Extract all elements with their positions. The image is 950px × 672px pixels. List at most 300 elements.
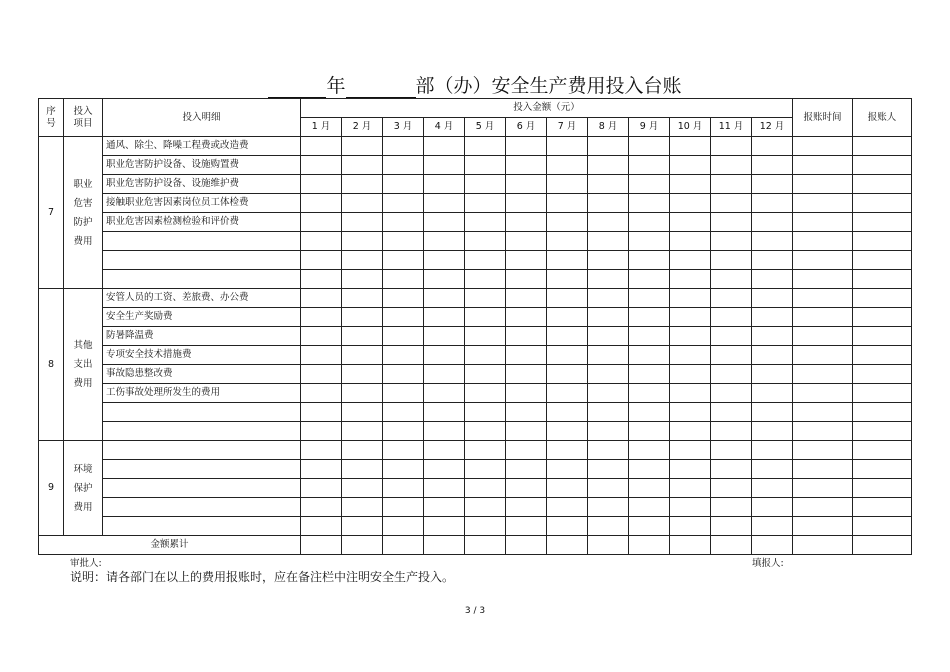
amount-cell[interactable] xyxy=(506,213,547,232)
amount-cell[interactable] xyxy=(383,194,424,213)
amount-cell[interactable] xyxy=(752,479,793,498)
amount-cell[interactable] xyxy=(629,194,670,213)
amount-cell[interactable] xyxy=(424,403,465,422)
amount-cell[interactable] xyxy=(588,308,629,327)
amount-cell[interactable] xyxy=(424,137,465,156)
amount-cell[interactable] xyxy=(383,156,424,175)
amount-cell[interactable] xyxy=(342,441,383,460)
amount-cell[interactable] xyxy=(853,137,912,156)
amount-cell[interactable] xyxy=(793,346,853,365)
amount-cell[interactable] xyxy=(793,270,853,289)
amount-cell[interactable] xyxy=(301,422,342,441)
amount-cell[interactable] xyxy=(383,422,424,441)
amount-cell[interactable] xyxy=(506,498,547,517)
amount-cell[interactable] xyxy=(547,137,588,156)
amount-cell[interactable] xyxy=(342,194,383,213)
amount-cell[interactable] xyxy=(301,156,342,175)
amount-cell[interactable] xyxy=(424,232,465,251)
amount-cell[interactable] xyxy=(465,327,506,346)
amount-cell[interactable] xyxy=(752,289,793,308)
amount-cell[interactable] xyxy=(752,156,793,175)
amount-cell[interactable] xyxy=(793,251,853,270)
amount-cell[interactable] xyxy=(793,479,853,498)
amount-cell[interactable] xyxy=(301,137,342,156)
amount-cell[interactable] xyxy=(629,422,670,441)
amount-cell[interactable] xyxy=(383,536,424,555)
amount-cell[interactable] xyxy=(853,517,912,536)
amount-cell[interactable] xyxy=(383,251,424,270)
amount-cell[interactable] xyxy=(342,517,383,536)
amount-cell[interactable] xyxy=(506,308,547,327)
amount-cell[interactable] xyxy=(383,346,424,365)
amount-cell[interactable] xyxy=(793,289,853,308)
amount-cell[interactable] xyxy=(301,403,342,422)
amount-cell[interactable] xyxy=(465,384,506,403)
amount-cell[interactable] xyxy=(711,460,752,479)
amount-cell[interactable] xyxy=(424,479,465,498)
amount-cell[interactable] xyxy=(588,498,629,517)
amount-cell[interactable] xyxy=(424,289,465,308)
amount-cell[interactable] xyxy=(547,498,588,517)
amount-cell[interactable] xyxy=(342,289,383,308)
amount-cell[interactable] xyxy=(629,384,670,403)
amount-cell[interactable] xyxy=(588,365,629,384)
amount-cell[interactable] xyxy=(670,137,711,156)
amount-cell[interactable] xyxy=(506,384,547,403)
amount-cell[interactable] xyxy=(465,498,506,517)
amount-cell[interactable] xyxy=(547,156,588,175)
amount-cell[interactable] xyxy=(588,137,629,156)
amount-cell[interactable] xyxy=(506,403,547,422)
amount-cell[interactable] xyxy=(752,517,793,536)
amount-cell[interactable] xyxy=(670,422,711,441)
amount-cell[interactable] xyxy=(301,365,342,384)
amount-cell[interactable] xyxy=(752,403,793,422)
amount-cell[interactable] xyxy=(752,327,793,346)
amount-cell[interactable] xyxy=(793,422,853,441)
amount-cell[interactable] xyxy=(752,232,793,251)
amount-cell[interactable] xyxy=(588,194,629,213)
amount-cell[interactable] xyxy=(301,441,342,460)
amount-cell[interactable] xyxy=(711,213,752,232)
amount-cell[interactable] xyxy=(424,213,465,232)
amount-cell[interactable] xyxy=(793,517,853,536)
amount-cell[interactable] xyxy=(342,232,383,251)
amount-cell[interactable] xyxy=(342,365,383,384)
amount-cell[interactable] xyxy=(670,289,711,308)
amount-cell[interactable] xyxy=(301,289,342,308)
amount-cell[interactable] xyxy=(853,479,912,498)
amount-cell[interactable] xyxy=(588,403,629,422)
amount-cell[interactable] xyxy=(629,156,670,175)
amount-cell[interactable] xyxy=(629,213,670,232)
amount-cell[interactable] xyxy=(711,289,752,308)
amount-cell[interactable] xyxy=(793,308,853,327)
amount-cell[interactable] xyxy=(342,460,383,479)
amount-cell[interactable] xyxy=(547,422,588,441)
amount-cell[interactable] xyxy=(465,479,506,498)
amount-cell[interactable] xyxy=(588,270,629,289)
amount-cell[interactable] xyxy=(793,403,853,422)
amount-cell[interactable] xyxy=(465,460,506,479)
amount-cell[interactable] xyxy=(670,232,711,251)
amount-cell[interactable] xyxy=(793,137,853,156)
amount-cell[interactable] xyxy=(342,156,383,175)
amount-cell[interactable] xyxy=(711,346,752,365)
amount-cell[interactable] xyxy=(506,232,547,251)
amount-cell[interactable] xyxy=(547,213,588,232)
amount-cell[interactable] xyxy=(793,327,853,346)
amount-cell[interactable] xyxy=(465,346,506,365)
amount-cell[interactable] xyxy=(752,251,793,270)
amount-cell[interactable] xyxy=(853,384,912,403)
amount-cell[interactable] xyxy=(670,365,711,384)
amount-cell[interactable] xyxy=(793,175,853,194)
amount-cell[interactable] xyxy=(670,460,711,479)
amount-cell[interactable] xyxy=(301,498,342,517)
amount-cell[interactable] xyxy=(465,137,506,156)
amount-cell[interactable] xyxy=(342,479,383,498)
amount-cell[interactable] xyxy=(853,289,912,308)
amount-cell[interactable] xyxy=(853,365,912,384)
amount-cell[interactable] xyxy=(342,308,383,327)
amount-cell[interactable] xyxy=(588,441,629,460)
amount-cell[interactable] xyxy=(506,289,547,308)
amount-cell[interactable] xyxy=(629,270,670,289)
amount-cell[interactable] xyxy=(588,384,629,403)
amount-cell[interactable] xyxy=(752,536,793,555)
amount-cell[interactable] xyxy=(670,270,711,289)
amount-cell[interactable] xyxy=(506,479,547,498)
amount-cell[interactable] xyxy=(711,479,752,498)
amount-cell[interactable] xyxy=(588,460,629,479)
amount-cell[interactable] xyxy=(588,422,629,441)
amount-cell[interactable] xyxy=(383,308,424,327)
amount-cell[interactable] xyxy=(301,479,342,498)
amount-cell[interactable] xyxy=(670,213,711,232)
amount-cell[interactable] xyxy=(629,403,670,422)
amount-cell[interactable] xyxy=(383,365,424,384)
amount-cell[interactable] xyxy=(424,251,465,270)
amount-cell[interactable] xyxy=(424,308,465,327)
amount-cell[interactable] xyxy=(301,536,342,555)
amount-cell[interactable] xyxy=(506,327,547,346)
amount-cell[interactable] xyxy=(506,194,547,213)
amount-cell[interactable] xyxy=(752,308,793,327)
amount-cell[interactable] xyxy=(547,403,588,422)
amount-cell[interactable] xyxy=(853,194,912,213)
amount-cell[interactable] xyxy=(711,365,752,384)
amount-cell[interactable] xyxy=(711,175,752,194)
amount-cell[interactable] xyxy=(506,137,547,156)
amount-cell[interactable] xyxy=(670,346,711,365)
amount-cell[interactable] xyxy=(465,194,506,213)
amount-cell[interactable] xyxy=(670,384,711,403)
amount-cell[interactable] xyxy=(465,422,506,441)
amount-cell[interactable] xyxy=(424,175,465,194)
amount-cell[interactable] xyxy=(506,346,547,365)
amount-cell[interactable] xyxy=(588,536,629,555)
amount-cell[interactable] xyxy=(383,289,424,308)
amount-cell[interactable] xyxy=(547,308,588,327)
amount-cell[interactable] xyxy=(752,460,793,479)
amount-cell[interactable] xyxy=(465,213,506,232)
amount-cell[interactable] xyxy=(424,460,465,479)
amount-cell[interactable] xyxy=(853,327,912,346)
amount-cell[interactable] xyxy=(301,327,342,346)
amount-cell[interactable] xyxy=(670,536,711,555)
amount-cell[interactable] xyxy=(588,156,629,175)
amount-cell[interactable] xyxy=(588,232,629,251)
amount-cell[interactable] xyxy=(547,365,588,384)
amount-cell[interactable] xyxy=(711,384,752,403)
amount-cell[interactable] xyxy=(752,441,793,460)
amount-cell[interactable] xyxy=(853,441,912,460)
amount-cell[interactable] xyxy=(853,422,912,441)
amount-cell[interactable] xyxy=(342,403,383,422)
amount-cell[interactable] xyxy=(711,441,752,460)
amount-cell[interactable] xyxy=(465,441,506,460)
amount-cell[interactable] xyxy=(853,156,912,175)
amount-cell[interactable] xyxy=(547,536,588,555)
amount-cell[interactable] xyxy=(711,403,752,422)
amount-cell[interactable] xyxy=(506,175,547,194)
amount-cell[interactable] xyxy=(301,308,342,327)
amount-cell[interactable] xyxy=(301,232,342,251)
amount-cell[interactable] xyxy=(629,479,670,498)
amount-cell[interactable] xyxy=(793,441,853,460)
amount-cell[interactable] xyxy=(547,327,588,346)
amount-cell[interactable] xyxy=(424,498,465,517)
amount-cell[interactable] xyxy=(853,213,912,232)
amount-cell[interactable] xyxy=(752,137,793,156)
amount-cell[interactable] xyxy=(711,517,752,536)
amount-cell[interactable] xyxy=(629,365,670,384)
amount-cell[interactable] xyxy=(752,384,793,403)
amount-cell[interactable] xyxy=(752,498,793,517)
amount-cell[interactable] xyxy=(383,137,424,156)
amount-cell[interactable] xyxy=(711,251,752,270)
amount-cell[interactable] xyxy=(711,498,752,517)
amount-cell[interactable] xyxy=(793,384,853,403)
amount-cell[interactable] xyxy=(588,517,629,536)
amount-cell[interactable] xyxy=(853,308,912,327)
amount-cell[interactable] xyxy=(547,232,588,251)
amount-cell[interactable] xyxy=(383,479,424,498)
amount-cell[interactable] xyxy=(853,251,912,270)
amount-cell[interactable] xyxy=(465,308,506,327)
amount-cell[interactable] xyxy=(547,479,588,498)
amount-cell[interactable] xyxy=(506,365,547,384)
amount-cell[interactable] xyxy=(547,517,588,536)
amount-cell[interactable] xyxy=(629,289,670,308)
amount-cell[interactable] xyxy=(547,441,588,460)
amount-cell[interactable] xyxy=(383,175,424,194)
amount-cell[interactable] xyxy=(793,194,853,213)
amount-cell[interactable] xyxy=(629,498,670,517)
amount-cell[interactable] xyxy=(711,422,752,441)
amount-cell[interactable] xyxy=(670,327,711,346)
amount-cell[interactable] xyxy=(383,441,424,460)
amount-cell[interactable] xyxy=(793,365,853,384)
amount-cell[interactable] xyxy=(424,270,465,289)
amount-cell[interactable] xyxy=(342,346,383,365)
amount-cell[interactable] xyxy=(506,251,547,270)
amount-cell[interactable] xyxy=(342,270,383,289)
amount-cell[interactable] xyxy=(793,498,853,517)
amount-cell[interactable] xyxy=(342,327,383,346)
amount-cell[interactable] xyxy=(301,270,342,289)
amount-cell[interactable] xyxy=(711,536,752,555)
amount-cell[interactable] xyxy=(465,232,506,251)
amount-cell[interactable] xyxy=(629,308,670,327)
amount-cell[interactable] xyxy=(506,460,547,479)
amount-cell[interactable] xyxy=(711,194,752,213)
amount-cell[interactable] xyxy=(424,517,465,536)
amount-cell[interactable] xyxy=(629,346,670,365)
amount-cell[interactable] xyxy=(793,213,853,232)
amount-cell[interactable] xyxy=(588,479,629,498)
amount-cell[interactable] xyxy=(342,213,383,232)
amount-cell[interactable] xyxy=(670,517,711,536)
amount-cell[interactable] xyxy=(342,175,383,194)
amount-cell[interactable] xyxy=(547,175,588,194)
amount-cell[interactable] xyxy=(424,194,465,213)
amount-cell[interactable] xyxy=(424,384,465,403)
amount-cell[interactable] xyxy=(301,517,342,536)
amount-cell[interactable] xyxy=(465,517,506,536)
amount-cell[interactable] xyxy=(383,270,424,289)
amount-cell[interactable] xyxy=(547,251,588,270)
amount-cell[interactable] xyxy=(670,175,711,194)
amount-cell[interactable] xyxy=(342,422,383,441)
amount-cell[interactable] xyxy=(301,175,342,194)
amount-cell[interactable] xyxy=(506,422,547,441)
amount-cell[interactable] xyxy=(853,346,912,365)
amount-cell[interactable] xyxy=(752,270,793,289)
amount-cell[interactable] xyxy=(547,384,588,403)
amount-cell[interactable] xyxy=(752,213,793,232)
amount-cell[interactable] xyxy=(342,251,383,270)
amount-cell[interactable] xyxy=(629,536,670,555)
amount-cell[interactable] xyxy=(853,498,912,517)
amount-cell[interactable] xyxy=(301,213,342,232)
amount-cell[interactable] xyxy=(629,441,670,460)
amount-cell[interactable] xyxy=(424,327,465,346)
amount-cell[interactable] xyxy=(588,346,629,365)
amount-cell[interactable] xyxy=(629,460,670,479)
amount-cell[interactable] xyxy=(301,346,342,365)
amount-cell[interactable] xyxy=(629,517,670,536)
amount-cell[interactable] xyxy=(670,194,711,213)
amount-cell[interactable] xyxy=(853,403,912,422)
amount-cell[interactable] xyxy=(793,156,853,175)
amount-cell[interactable] xyxy=(588,289,629,308)
amount-cell[interactable] xyxy=(383,327,424,346)
amount-cell[interactable] xyxy=(711,232,752,251)
amount-cell[interactable] xyxy=(711,308,752,327)
amount-cell[interactable] xyxy=(670,403,711,422)
amount-cell[interactable] xyxy=(301,460,342,479)
amount-cell[interactable] xyxy=(588,213,629,232)
amount-cell[interactable] xyxy=(629,327,670,346)
amount-cell[interactable] xyxy=(547,346,588,365)
amount-cell[interactable] xyxy=(670,441,711,460)
amount-cell[interactable] xyxy=(629,137,670,156)
amount-cell[interactable] xyxy=(711,327,752,346)
amount-cell[interactable] xyxy=(853,536,912,555)
amount-cell[interactable] xyxy=(711,270,752,289)
amount-cell[interactable] xyxy=(711,156,752,175)
amount-cell[interactable] xyxy=(383,517,424,536)
amount-cell[interactable] xyxy=(670,308,711,327)
amount-cell[interactable] xyxy=(793,232,853,251)
amount-cell[interactable] xyxy=(465,270,506,289)
amount-cell[interactable] xyxy=(752,365,793,384)
amount-cell[interactable] xyxy=(752,346,793,365)
amount-cell[interactable] xyxy=(547,270,588,289)
amount-cell[interactable] xyxy=(506,156,547,175)
amount-cell[interactable] xyxy=(383,384,424,403)
amount-cell[interactable] xyxy=(629,175,670,194)
amount-cell[interactable] xyxy=(506,441,547,460)
amount-cell[interactable] xyxy=(465,403,506,422)
amount-cell[interactable] xyxy=(465,156,506,175)
amount-cell[interactable] xyxy=(588,327,629,346)
amount-cell[interactable] xyxy=(301,194,342,213)
amount-cell[interactable] xyxy=(424,536,465,555)
amount-cell[interactable] xyxy=(670,479,711,498)
amount-cell[interactable] xyxy=(752,175,793,194)
amount-cell[interactable] xyxy=(506,270,547,289)
amount-cell[interactable] xyxy=(424,156,465,175)
amount-cell[interactable] xyxy=(547,460,588,479)
amount-cell[interactable] xyxy=(383,403,424,422)
amount-cell[interactable] xyxy=(383,232,424,251)
amount-cell[interactable] xyxy=(670,156,711,175)
amount-cell[interactable] xyxy=(465,175,506,194)
amount-cell[interactable] xyxy=(301,251,342,270)
amount-cell[interactable] xyxy=(342,498,383,517)
amount-cell[interactable] xyxy=(424,441,465,460)
amount-cell[interactable] xyxy=(670,498,711,517)
amount-cell[interactable] xyxy=(853,460,912,479)
amount-cell[interactable] xyxy=(629,251,670,270)
amount-cell[interactable] xyxy=(383,460,424,479)
amount-cell[interactable] xyxy=(465,251,506,270)
amount-cell[interactable] xyxy=(853,175,912,194)
amount-cell[interactable] xyxy=(465,536,506,555)
amount-cell[interactable] xyxy=(424,365,465,384)
amount-cell[interactable] xyxy=(383,213,424,232)
amount-cell[interactable] xyxy=(342,384,383,403)
amount-cell[interactable] xyxy=(342,536,383,555)
amount-cell[interactable] xyxy=(301,384,342,403)
amount-cell[interactable] xyxy=(342,137,383,156)
amount-cell[interactable] xyxy=(424,346,465,365)
amount-cell[interactable] xyxy=(711,137,752,156)
amount-cell[interactable] xyxy=(670,251,711,270)
amount-cell[interactable] xyxy=(547,289,588,308)
amount-cell[interactable] xyxy=(629,232,670,251)
amount-cell[interactable] xyxy=(853,270,912,289)
amount-cell[interactable] xyxy=(752,422,793,441)
amount-cell[interactable] xyxy=(383,498,424,517)
amount-cell[interactable] xyxy=(588,251,629,270)
amount-cell[interactable] xyxy=(588,175,629,194)
amount-cell[interactable] xyxy=(752,194,793,213)
amount-cell[interactable] xyxy=(465,289,506,308)
